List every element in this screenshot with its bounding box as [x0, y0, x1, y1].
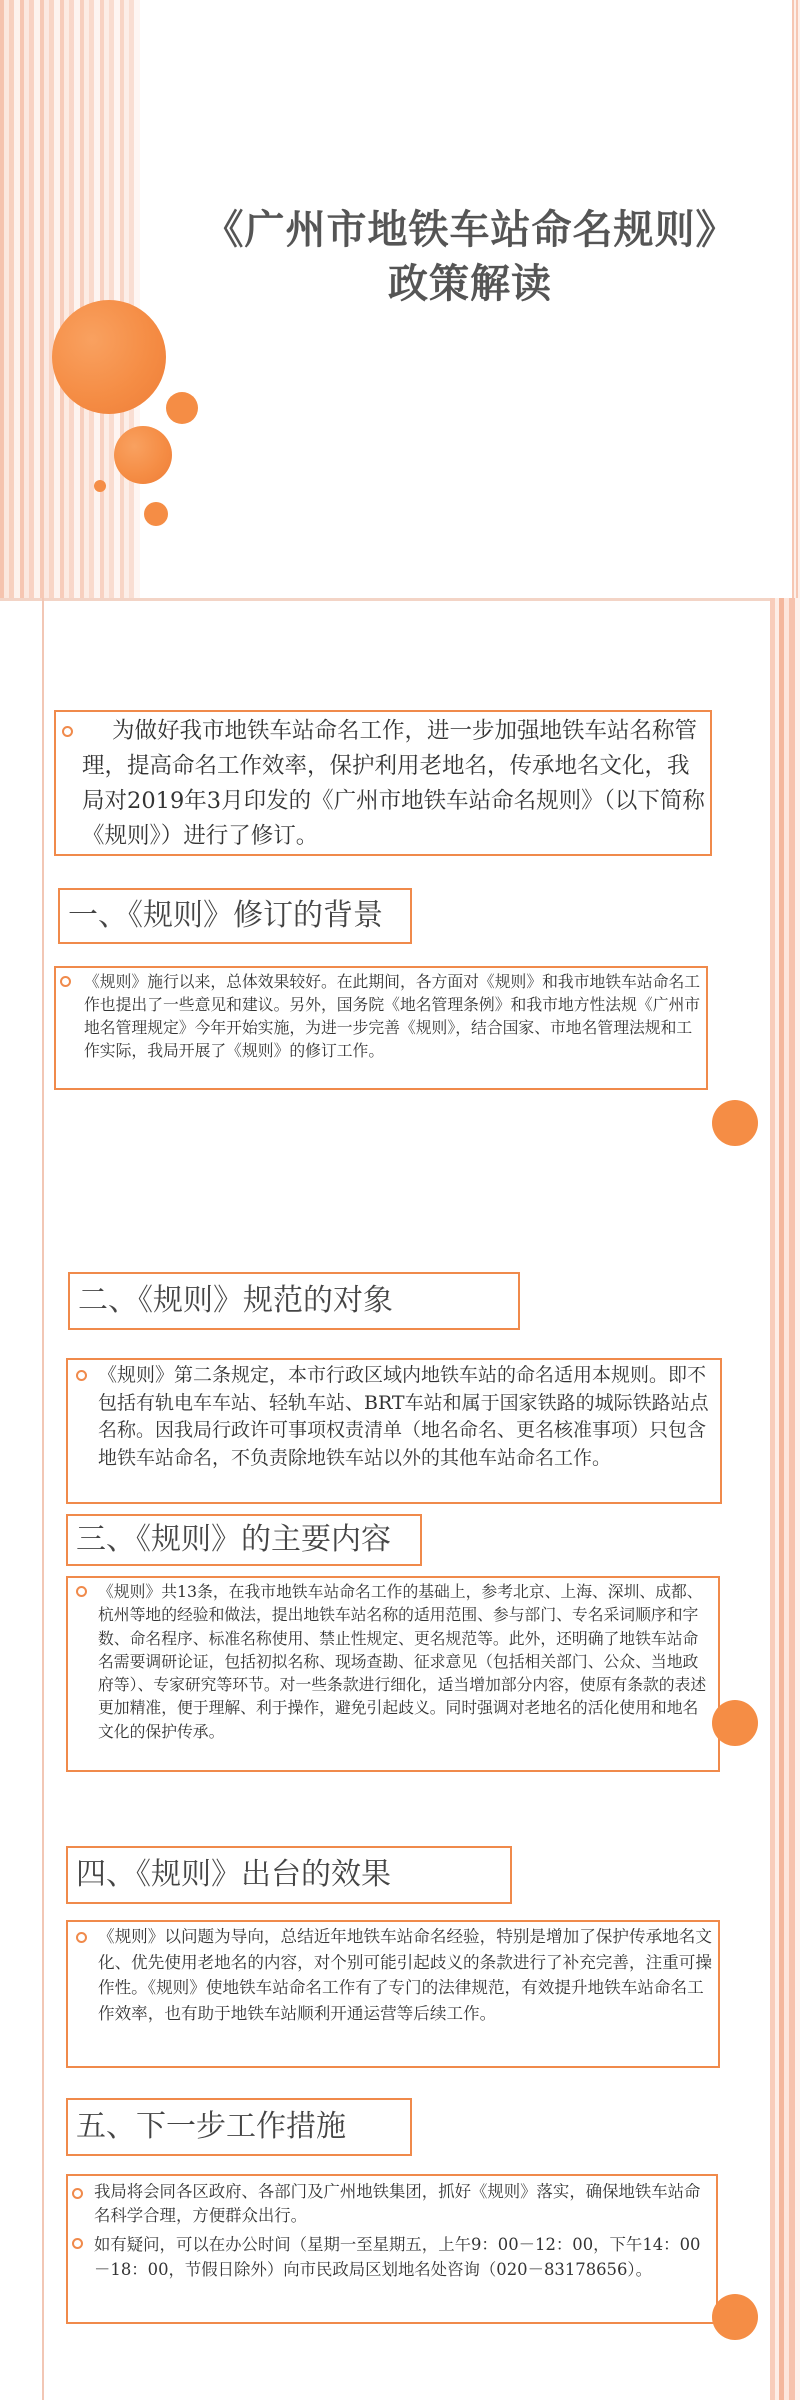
- section-1-bullet: [60, 976, 71, 987]
- page-title-line-1: 《广州市地铁车站命名规则》: [203, 206, 737, 253]
- section-5-heading: 五、下一步工作措施: [66, 2098, 412, 2156]
- decorative-stripes-right: [770, 598, 800, 2400]
- section-4-text: 《规则》以问题为导向，总结近年地铁车站命名经验，特别是增加了保护传承地名文化、优先使用老地名的内容，对个别可能引起歧义的条款进行了补充完善，注重可操作性。《规则》使地铁车站命名工作有了专门的法律规范，有效提升地铁车站命名工作效率，也有助于地铁车站顺利开通运营等后续工作。: [98, 1927, 712, 2023]
- section-1-heading: 一、《规则》修订的背景: [58, 888, 412, 944]
- page-title-line-2: 政策解读: [388, 260, 552, 307]
- decorative-border-right: [792, 0, 800, 598]
- circle-decoration-2: [712, 1700, 758, 1746]
- circle-decoration-1: [712, 1100, 758, 1146]
- section-5-item-2-text: 如有疑问，可以在办公时间（星期一至星期五，上午9：00－12：00，下午14：00－18：00，节假日除外）向市民政局区划地名处咨询（020－83178656）。: [94, 2235, 701, 2279]
- content-slide: [0, 598, 800, 2400]
- section-5-item-1-bullet: [72, 2188, 83, 2199]
- intro-bullet: [62, 726, 73, 737]
- section-4-heading: 四、《规则》出台的效果: [66, 1846, 512, 1904]
- section-3-heading: 三、《规则》的主要内容: [66, 1514, 422, 1566]
- decorative-stripes-left: [0, 0, 140, 598]
- slide-divider: [0, 598, 800, 601]
- small-circle-decoration-2: [144, 502, 168, 526]
- large-circle-decoration: [52, 300, 166, 414]
- tiny-circle-decoration: [94, 480, 106, 492]
- medium-circle-decoration: [114, 426, 172, 484]
- small-circle-decoration: [166, 392, 198, 424]
- section-3-bullet: [76, 1586, 87, 1597]
- title-slide: [0, 0, 800, 598]
- section-1-text: 《规则》施行以来，总体效果较好。在此期间，各方面对《规则》和我市地铁车站命名工作也提出了一些意见和建议。另外，国务院《地名管理条例》和我市地方性法规《广州市地名管理规定》今年开始实施，为进一步完善《规则》，结合国家、市地名管理法规和工作实际，我局开展了《规则》的修订工作。: [84, 972, 701, 1060]
- left-margin-rule: [42, 598, 44, 2400]
- section-3-text: 《规则》共13条，在我市地铁车站命名工作的基础上，参考北京、上海、深圳、成都、杭州等地的经验和做法，提出地铁车站名称的适用范围、参与部门、专名采词顺序和字数、命名程序、标准名称使用、禁止性规定、更名规范等。此外，还明确了地铁车站命名需要调研论证，包括初拟名称、现场查勘、征求意见（包括相关部门、公众、当地政府等）、专家研究等环节。对一些条款进行细化，适当增加部分内容，使原有条款的表述更加精准，便于理解、利于操作，避免引起歧义。同时强调对老地名的活化使用和地名文化的保护传承。: [98, 1582, 707, 1741]
- section-4-bullet: [76, 1932, 87, 1943]
- section-5-item-2-bullet: [72, 2238, 83, 2249]
- intro-text: 为做好我市地铁车站命名工作，进一步加强地铁车站名称管理，提高命名工作效率，保护利用老地名，传承地名文化，我局对2019年3月印发的《广州市地铁车站命名规则》（以下简称《规则》）进行了修订。: [82, 718, 705, 849]
- circle-decoration-3: [712, 2294, 758, 2340]
- section-2-heading: 二、《规则》规范的对象: [68, 1272, 520, 1330]
- section-2-bullet: [76, 1370, 87, 1381]
- section-5-item-1-text: 我局将会同各区政府、各部门及广州地铁集团，抓好《规则》落实，确保地铁车站命名科学合理，方便群众出行。: [94, 2182, 701, 2225]
- section-2-text: 《规则》第二条规定，本市行政区域内地铁车站的命名适用本规则。即不包括有轨电车车站、轻轨车站、BRT车站和属于国家铁路的城际铁路站点名称。因我局行政许可事项权责清单（地名命名、更名核准事项）只包含地铁车站命名，不负责除地铁车站以外的其他车站命名工作。: [98, 1364, 709, 1469]
